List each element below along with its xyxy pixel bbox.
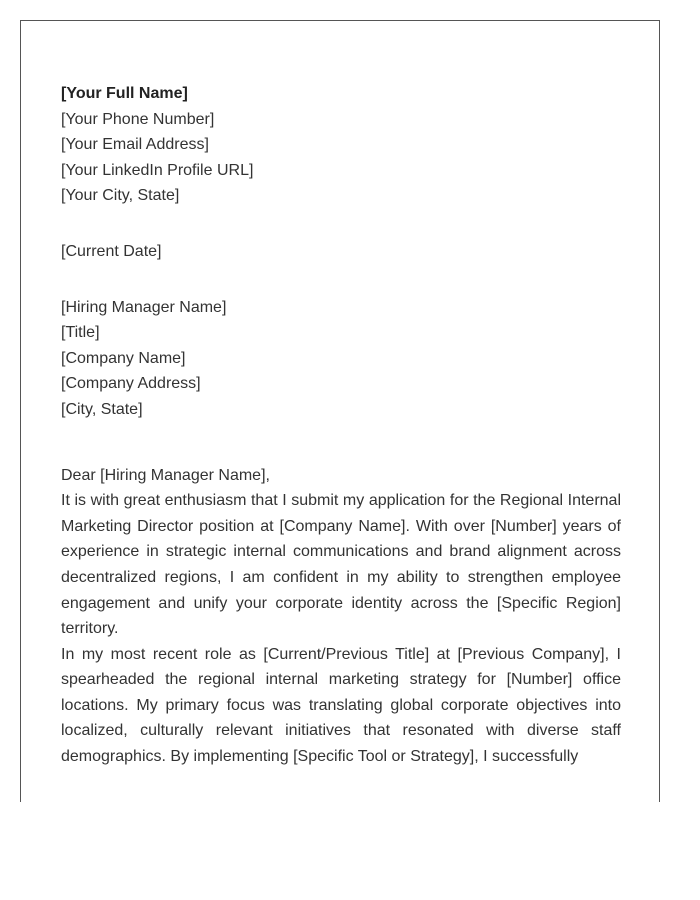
letter-content <box>61 81 621 770</box>
sender-city-state: [Your City, State] <box>61 187 180 205</box>
recipient-city-state: [City, State] <box>61 400 143 418</box>
body-paragraph-2: In my most recent role as [Current/Previous Title] at [Previous Company], I spearheaded the regional internal marketing strategy for [Number] office locations. My primary focus was translating global corporate objectives into localized, culturally relevant initiatives that resonated with diverse staff demographics. By implementing [Specific Tool or Strategy], I successfully <box>61 645 621 766</box>
recipient-company: [Company Name] <box>61 349 186 367</box>
recipient-address: [Company Address] <box>61 375 201 393</box>
letter-page <box>20 20 660 802</box>
letter-date: [Current Date] <box>61 242 162 260</box>
salutation: Dear [Hiring Manager Name], <box>61 466 270 484</box>
sender-name: [Your Full Name] <box>61 85 188 102</box>
recipient-name: [Hiring Manager Name] <box>61 298 227 316</box>
date-block <box>61 239 621 265</box>
body-paragraph-1: It is with great enthusiasm that I submit my application for the Regional Internal Marketing Director position at [Company Name]. With over [Number] years of experience in strategic internal communications and brand alignment across decentralized regions, I am confident in my ability to strengthen employee engagement and unify your corporate identity across the [Specific Region] territory. <box>61 492 621 638</box>
recipient-title: [Title] <box>61 324 100 342</box>
sender-phone: [Your Phone Number] <box>61 110 215 128</box>
salutation-block <box>61 463 621 489</box>
sender-linkedin: [Your LinkedIn Profile URL] <box>61 161 254 179</box>
sender-block <box>61 81 621 209</box>
sender-email: [Your Email Address] <box>61 136 209 154</box>
recipient-block <box>61 295 621 423</box>
